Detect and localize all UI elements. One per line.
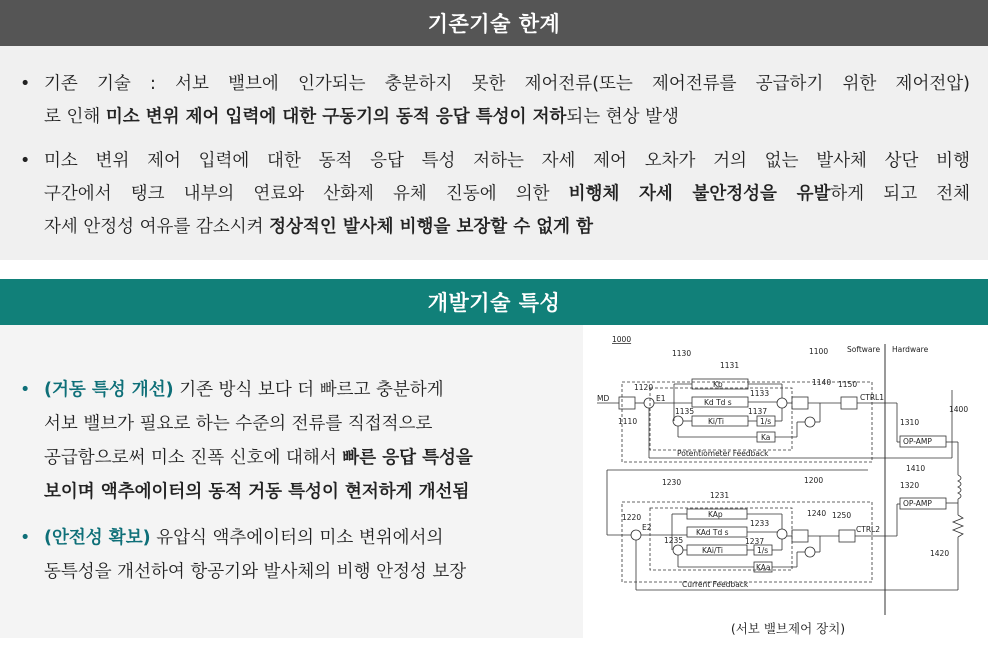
section2-bullet1 — [20, 373, 575, 509]
section2-header — [0, 279, 988, 325]
svg-text:E2: E2 — [642, 523, 652, 532]
svg-text:Software: Software — [847, 345, 881, 354]
svg-text:KAa: KAa — [756, 563, 771, 572]
svg-text:1320: 1320 — [900, 481, 920, 490]
svg-text:1233: 1233 — [750, 519, 770, 528]
svg-text:Hardware: Hardware — [892, 345, 929, 354]
bullet-dot: • — [20, 151, 31, 171]
s2b2-tag: (안전성 확보) — [44, 528, 151, 548]
svg-text:1230: 1230 — [662, 478, 682, 487]
bullet2-line2: 구간에서 탱크 내부의 연료와 산화제 유체 진동에 의한 비행체 자세 불안정성을 유발하게 되고 전체 — [44, 184, 971, 204]
svg-text:1100: 1100 — [809, 347, 829, 356]
svg-text:Potentiometer Feedback: Potentiometer Feedback — [677, 449, 769, 458]
svg-text:KAp: KAp — [708, 510, 723, 519]
s2b1-line2: 서보 밸브가 필요로 하는 수준의 전류를 직접적으로 — [44, 414, 433, 434]
bullet2-emphasis1: 비행체 자세 불안정성을 유발 — [568, 184, 831, 204]
section2-title: 개발기술 특성 — [427, 291, 561, 315]
section1-bullet2 — [20, 145, 970, 244]
svg-text:1/s: 1/s — [760, 417, 772, 426]
svg-text:1400: 1400 — [949, 405, 969, 414]
section1-title: 기존기술 한계 — [427, 12, 561, 36]
svg-text:MD: MD — [597, 394, 610, 403]
svg-text:Ki/Ti: Ki/Ti — [708, 417, 724, 426]
svg-text:OP-AMP: OP-AMP — [903, 437, 932, 446]
svg-text:1250: 1250 — [832, 511, 852, 520]
section1-header — [0, 0, 988, 46]
s2b2-line2: 동특성을 개선하여 항공기와 발사체의 비행 안정성 보장 — [44, 562, 467, 582]
bullet-dot: • — [20, 380, 31, 400]
svg-text:1/s: 1/s — [757, 546, 769, 555]
svg-text:1120: 1120 — [634, 383, 654, 392]
bullet2-line1: 미소 변위 제어 입력에 대한 동적 응답 특성 저하는 자세 제어 오차가 거의 없는 발사체 상단 비행 — [44, 151, 970, 171]
section2-panel — [0, 325, 583, 638]
svg-text:1235: 1235 — [664, 536, 684, 545]
svg-text:OP-AMP: OP-AMP — [903, 499, 932, 508]
section2-bullet2 — [20, 521, 575, 589]
svg-text:1420: 1420 — [930, 549, 950, 558]
svg-text:KAi/Ti: KAi/Ti — [702, 546, 723, 555]
svg-text:1220: 1220 — [622, 513, 642, 522]
diagram-label-1000: 1000 — [612, 335, 632, 344]
svg-text:1140: 1140 — [812, 378, 832, 387]
svg-text:1150: 1150 — [838, 380, 858, 389]
svg-text:1410: 1410 — [906, 464, 926, 473]
svg-text:1137: 1137 — [748, 407, 768, 416]
bullet-dot: • — [20, 74, 31, 94]
svg-text:1110: 1110 — [618, 417, 638, 426]
svg-text:1133: 1133 — [750, 389, 770, 398]
section1-panel — [0, 46, 988, 260]
s2b1-line1: (거동 특성 개선) 기존 방식 보다 더 빠르고 충분하게 — [44, 380, 444, 400]
svg-text:CTRL1: CTRL1 — [860, 393, 884, 402]
svg-text:1231: 1231 — [710, 491, 730, 500]
svg-text:Kd Td s: Kd Td s — [704, 398, 732, 407]
s2b1-line3: 공급함으로써 미소 진폭 신호에 대해서 빠른 응답 특성을 — [44, 448, 473, 468]
svg-text:Ka: Ka — [761, 433, 771, 442]
bullet-dot: • — [20, 528, 31, 548]
svg-text:Current Feedback: Current Feedback — [682, 580, 749, 589]
svg-text:E1: E1 — [656, 394, 666, 403]
svg-text:1135: 1135 — [675, 407, 695, 416]
svg-text:Kp: Kp — [713, 380, 723, 389]
svg-text:1200: 1200 — [804, 476, 824, 485]
diagram-caption: (서보 밸브제어 장치) — [730, 621, 846, 636]
bullet1-line2: 로 인해 미소 변위 제어 입력에 대한 구동기의 동적 응답 특성이 저하되는 현상 발생 — [44, 107, 679, 127]
section1-bullet1 — [20, 68, 970, 134]
svg-text:1240: 1240 — [807, 509, 827, 518]
s2b2-line1: (안전성 확보) 유압식 액추에이터의 미소 변위에서의 — [44, 528, 444, 548]
svg-text:1237: 1237 — [745, 537, 765, 546]
svg-text:CTRL2: CTRL2 — [856, 525, 880, 534]
bullet1-line1: 기존 기술 : 서보 밸브에 인가되는 충분하지 못한 제어전류(또는 제어전류를 공급하기 위한 제어전압) — [44, 74, 970, 94]
svg-text:KAd Td s: KAd Td s — [696, 528, 729, 537]
svg-text:1130: 1130 — [672, 349, 692, 358]
bullet2-emphasis2: 정상적인 발사체 비행을 보장할 수 없게 함 — [269, 217, 594, 237]
s2b1-line4: 보이며 액추에이터의 동적 거동 특성이 현저하게 개선됨 — [44, 482, 470, 502]
svg-text:1310: 1310 — [900, 418, 920, 427]
servo-valve-control-diagram — [592, 330, 984, 618]
bullet2-line3: 자세 안정성 여유를 감소시켜 정상적인 발사체 비행을 보장할 수 없게 함 — [44, 217, 594, 237]
s2b1-tag: (거동 특성 개선) — [44, 380, 174, 400]
svg-text:1131: 1131 — [720, 361, 740, 370]
bullet1-emphasis: 미소 변위 제어 입력에 대한 구동기의 동적 응답 특성이 저하 — [105, 107, 567, 127]
